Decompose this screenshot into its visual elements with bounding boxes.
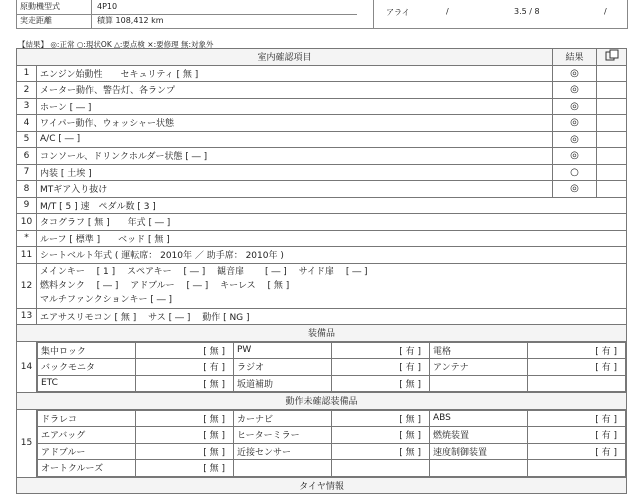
table-row [17,308,627,325]
tread-slash: / [446,7,449,16]
equipment-grid-cell [37,341,627,393]
item-number: 4 [17,115,37,132]
tire-title: タイヤ情報 [17,477,627,494]
unconfirmed-grid-cell [37,409,627,477]
equip-value: [ 有 ] [528,443,626,460]
result-header: 結果 [553,49,597,66]
table-row [38,443,626,460]
item-number: 11 [17,247,37,264]
equip-name [430,375,528,392]
empty-cell [597,131,627,148]
table-row [38,410,626,427]
equipment-header [17,325,627,342]
equip-value [528,375,626,392]
keys-row [17,263,627,308]
equip-name: ヒーターミラー [234,427,332,444]
item-text: コンソール、ドリンクホルダー状態 [ ― ] [37,148,553,165]
tire-header [17,477,627,494]
item-result: ◎ [553,115,597,132]
equip-name: 速度制御装置 [430,443,528,460]
unconfirmed-title: 動作未確認装備品 [17,393,627,410]
item-number: 9 [17,197,37,214]
mileage-value: 積算 108,412 km [97,16,164,25]
equip-name: バックモニタ [38,359,136,376]
table-row [38,427,626,444]
item-text: メーター動作、警告灯、各ランプ [37,82,553,99]
equip-value [332,460,430,477]
equip-value: [ 無 ] [332,375,430,392]
table-row [17,197,627,214]
item-number: 12 [17,263,37,308]
item-text: シートベルト年式 ( 運転席： 2010年 ／ 助手席： 2010年 ) [37,247,627,264]
copy-icon[interactable] [597,49,627,66]
equip-name: エアバッグ [38,427,136,444]
tread-slash: / [604,7,607,16]
table-row [17,181,627,198]
interior-check-title: 室内確認項目 [17,49,553,66]
table-row [17,115,627,132]
item-text: タコグラフ [ 無 ] 年式 [ ― ] [37,214,627,231]
vehicle-info [17,0,357,28]
equip-name: カーナビ [234,410,332,427]
keys-info [37,263,627,308]
equip-value: [ 有 ] [332,359,430,376]
equip-name: ABS [430,410,528,427]
table-row [17,98,627,115]
table-row [38,359,626,376]
divider [17,14,357,15]
equip-name: 燃焼装置 [430,427,528,444]
equip-value: [ 有 ] [136,359,234,376]
item-text: ルーフ [ 標準 ] ベッド [ 無 ] [37,230,627,247]
empty-cell [597,98,627,115]
table-row [17,164,627,181]
equip-value: [ 無 ] [136,342,234,359]
equip-name: PW [234,342,332,359]
equip-name: ドラレコ [38,410,136,427]
result-legend: 【結果】 ◎:正常 ○:現状OK △:要点検 ×:要修理 無:対象外 [18,40,214,49]
empty-cell [597,115,627,132]
item-number: 6 [17,148,37,165]
equip-value: [ 無 ] [332,410,430,427]
keys-line: 燃料タンク [ ― ] アドブルー [ ― ] キーレス [ 無 ] [40,280,290,291]
mileage-label: 実走距離 [20,16,52,25]
equip-name: 坂道補助 [234,375,332,392]
empty-cell [597,82,627,99]
item-number: 1 [17,65,37,82]
table-row [17,214,627,231]
item-number: 7 [17,164,37,181]
equip-name: アドブルー [38,443,136,460]
item-result: ○ [553,164,597,181]
item-result: ◎ [553,181,597,198]
item-number: 3 [17,98,37,115]
equip-value: [ 有 ] [332,342,430,359]
item-text: ホーン [ ― ] [37,98,553,115]
table-row [17,65,627,82]
equip-name: ラジオ [234,359,332,376]
equip-value: [ 有 ] [528,427,626,444]
unconfirmed-header [17,393,627,410]
equip-value: [ 有 ] [528,359,626,376]
item-number: 2 [17,82,37,99]
equip-value: [ 無 ] [332,427,430,444]
equip-value: [ 有 ] [528,410,626,427]
table-header [17,49,627,66]
tread-label: アライ [386,8,410,17]
equipment-grid [37,342,626,393]
inspection-table [16,48,627,494]
item-text: 内装 [ 土埃 ] [37,164,553,181]
empty-cell [597,164,627,181]
equip-value: [ 無 ] [136,427,234,444]
item-result: ◎ [553,98,597,115]
item-number: 5 [17,131,37,148]
item-number: 14 [17,341,37,393]
unconfirmed-grid [37,410,626,477]
equipment-title: 装備品 [17,325,627,342]
top-info-box [16,0,628,29]
item-number: 10 [17,214,37,231]
item-text: M/T [ 5 ] 速 ペダル数 [ 3 ] [37,197,627,214]
engine-type-value: 4P10 [97,2,118,11]
item-result: ◎ [553,65,597,82]
equip-value: [ 無 ] [136,410,234,427]
table-row [17,131,627,148]
equip-value [528,460,626,477]
equip-value: [ 無 ] [332,443,430,460]
item-number: 13 [17,308,37,325]
tread-value: 3.5 / 8 [514,7,540,16]
item-result: ◎ [553,131,597,148]
keys-line: メインキー [ 1 ] スペアキー [ ― ] 観音扉 [ ― ] サイド扉 [ ― ] [40,266,368,277]
empty-cell [597,148,627,165]
equip-name: 近接センサー [234,443,332,460]
mileage-row [17,14,357,28]
equipment-section [17,341,627,393]
table-row [38,375,626,392]
table-row [17,82,627,99]
item-number: * [17,230,37,247]
table-row [38,460,626,477]
equip-name [430,460,528,477]
empty-cell [597,65,627,82]
empty-cell [597,181,627,198]
item-text: エンジン始動性 セキュリティ [ 無 ] [37,65,553,82]
equip-name: ETC [38,375,136,392]
engine-type-label: 原動機型式 [20,2,60,11]
item-text: エアサスリモコン [ 無 ] サス [ ― ] 動作 [ NG ] [37,308,627,325]
item-text: ワイパー動作、ウォッシャー状態 [37,115,553,132]
equip-name: 集中ロック [38,342,136,359]
equip-name: 電格 [430,342,528,359]
unconfirmed-section [17,409,627,477]
equip-name: アンテナ [430,359,528,376]
item-result: ◎ [553,82,597,99]
equip-value: [ 有 ] [528,342,626,359]
engine-type-row [17,0,357,14]
equip-name [234,460,332,477]
tread-info [373,0,628,28]
table-row [17,230,627,247]
equip-name: オートクルーズ [38,460,136,477]
item-result: ◎ [553,148,597,165]
table-row [17,247,627,264]
item-text: A/C [ ― ] [37,131,553,148]
item-number: 8 [17,181,37,198]
keys-line: マルチファンクションキー [ ― ] [40,294,173,305]
table-row [38,342,626,359]
equip-value: [ 無 ] [136,443,234,460]
item-text: MTギア入り抜け [37,181,553,198]
equip-value: [ 無 ] [136,460,234,477]
item-number: 15 [17,409,37,477]
table-row [17,148,627,165]
equip-value: [ 無 ] [136,375,234,392]
